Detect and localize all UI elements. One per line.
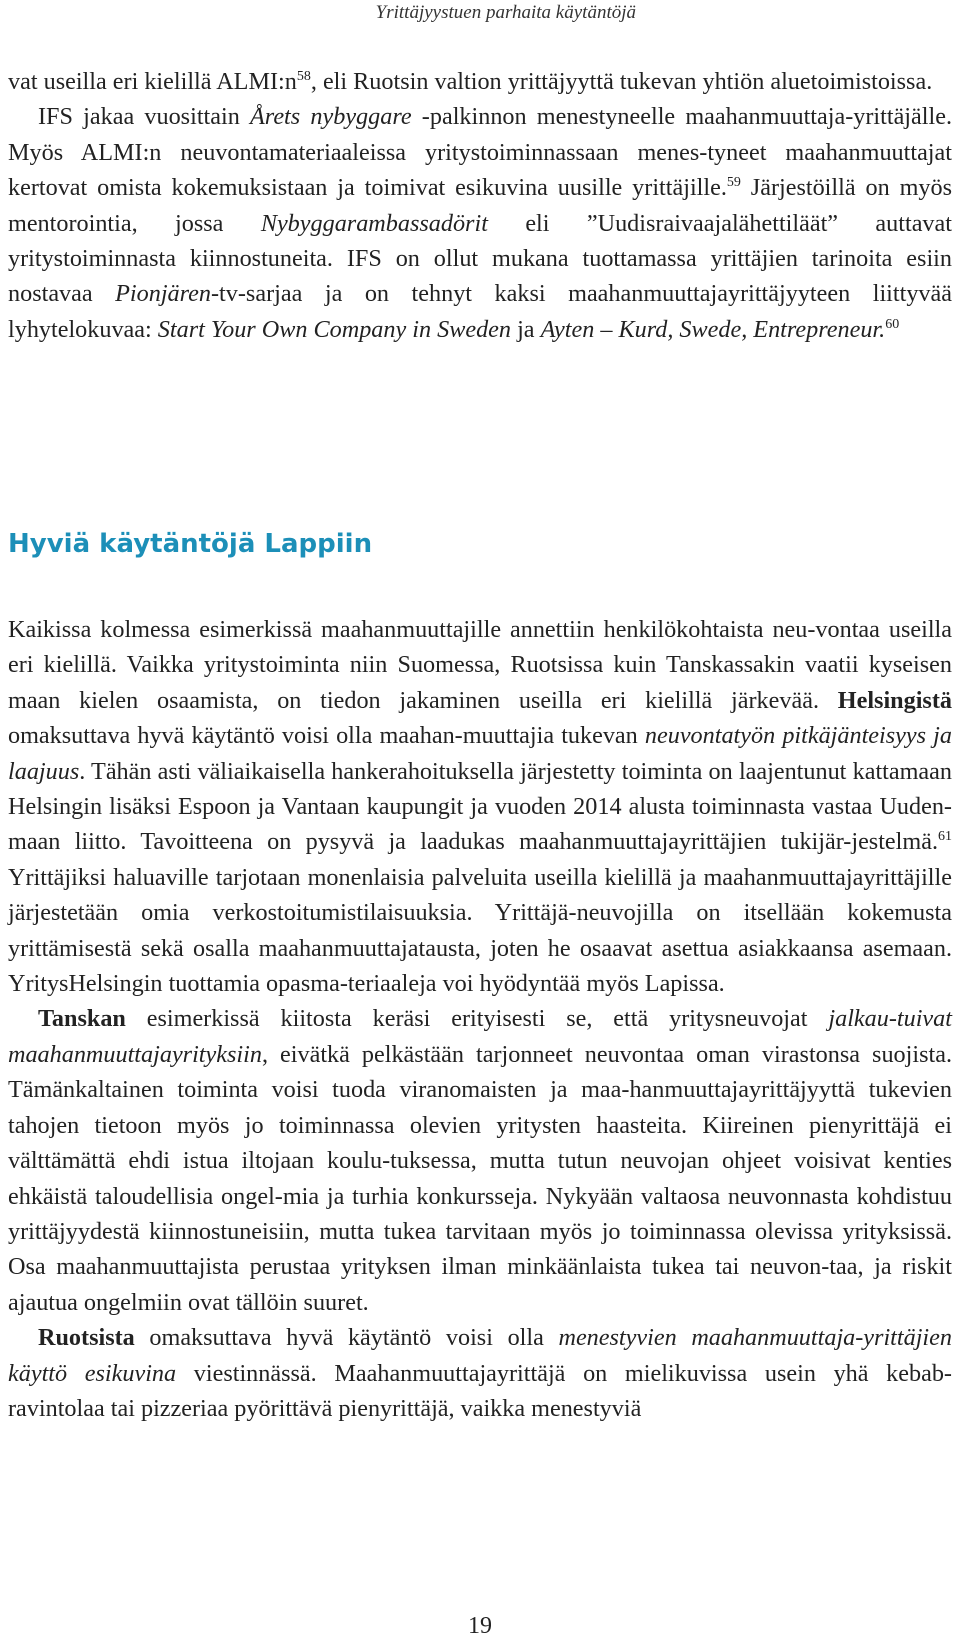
text-span: . Tähän asti väliaikaisella hankerahoituksella järjestetty toiminta on laajentunut kattamaan Helsingin lisäksi Espoon ja Vantaan kaupungit ja vuoden 2014 alusta toiminnasta vastaa Uuden-maan liitto. Tavoitteena on pysyvä ja laadukas maahanmuuttajayrittäjien tukijär-jestelmä. — [8, 757, 952, 856]
text-span: IFS jakaa vuosittain — [38, 103, 251, 131]
text-span: , eivätkä pelkästään tarjonneet neuvontaa oman virastonsa suojista. Tämänkaltainen toiminta voisi tuoda viranomaisten ja maa-hanmuuttajayrittäjyyttä tukevien tahojen tietoon myös jo toiminnassa olevien yritysten haasteita. Kiireinen pienyrittäjä ei välttämättä ehdi istua iltojaan koulu-tuksessa, mutta tutun neuvojan ohjeet voisivat kenties ehkäistä taloudellisia ongel-mia ja turhia konkursseja. Nykyään valtaosa neuvonnasta kohdistuu yrittäjyydestä kiinnostuneisiin, mutta tukea tarvitaan myös jo toiminnassa olevissa yrityksissä. Osa maahanmuuttajista perustaa yrityksen ilman minkäänlaista tukea tai neuvon-taa, ja riskit ajautua ongelmiin ovat tällöin suuret. — [8, 1040, 952, 1316]
italic-phrase: neuvontatyön pitkäjänteisyys ja laajuus — [8, 722, 952, 785]
footnote-ref-58: 58 — [296, 69, 311, 84]
body-paragraph-2 — [8, 1001, 952, 1320]
text-span: ja — [511, 315, 541, 343]
text-span: eli ”Uudisraivaajalähettiläät” auttavat yritystoiminnasta kiinnostuneita. IFS on ollut mukana tuottamassa yrittäjien tarinoita esiin nostavaa — [8, 209, 952, 308]
text-span: Järjestöillä on myös mentorointia, jossa — [8, 174, 952, 237]
text-span: omaksuttava hyvä käytäntö voisi olla maahan-muuttajia tukevan — [8, 722, 645, 750]
bold-term-denmark: Tanskan — [38, 1005, 126, 1033]
section-body — [8, 612, 952, 1426]
bold-term-sweden: Ruotsista — [38, 1324, 135, 1352]
section-heading: Hyviä käytäntöjä Lappiin — [8, 529, 373, 559]
text-span: -tv-sarjaa ja on tehnyt kaksi maahanmuuttajayrittäjyyteen liittyvää lyhytelokuvaa: — [8, 280, 952, 343]
text-span: -palkinnon menestyneelle maahanmuuttaja-yrittäjälle. Myös ALMI:n neuvontamateriaaleissa yritystoiminnassaan menes-tyneet maahanmuuttajat kertovat omista kokemuksistaan ja toimivat esikuvina uusille yrittäjille. — [8, 103, 952, 202]
italic-phrase: menestyvien maahanmuuttaja-yrittäjien käyttö esikuvina — [8, 1324, 952, 1387]
intro-paragraph-1 — [8, 64, 952, 99]
text-span: omaksuttava hyvä käytäntö voisi olla — [134, 1324, 559, 1352]
footnote-ref-61: 61 — [938, 829, 952, 845]
footnote-ref-59: 59 — [726, 175, 741, 191]
body-paragraph-3 — [8, 1320, 952, 1426]
bold-term-helsinki: Helsingistä — [837, 686, 952, 714]
intro-paragraphs — [8, 64, 952, 347]
text-span: esimerkissä kiitosta keräsi erityisesti se, että yritysneuvojat — [125, 1005, 829, 1033]
text-span: Kaikissa kolmessa esimerkissä maahanmuuttajille annettiin henkilökohtaista neu-vontaa useilla eri kielillä. Vaikka yritystoiminta niin Suomessa, Ruotsissa kuin Tanskassakin vaatii kyseisen maan kielen osaamista, on tiedon jakaminen useilla eri kielillä järkevää. — [8, 616, 952, 714]
program-name: Nybyggarambassadörit — [260, 209, 488, 237]
award-name: Årets nybyggare — [250, 103, 412, 131]
body-paragraph-1 — [8, 612, 952, 1001]
tv-series-name: Pionjären — [115, 280, 211, 308]
text-span: viestinnässä. Maahanmuuttajayrittäjä on mielikuvissa usein yhä kebab-ravintolaa tai pizzeriaa pyörittävä pienyrittäjä, vaikka menestyviä — [8, 1359, 952, 1422]
text-span: , eli Ruotsin valtion yrittäjyyttä tukevan yhtiön aluetoimistoissa. — [310, 68, 933, 95]
film-title-1: Start Your Own Company in Sweden — [157, 315, 512, 343]
intro-paragraph-2 — [8, 99, 952, 347]
film-title-2: Ayten – Kurd, Swede, Entrepreneur. — [540, 315, 886, 343]
italic-phrase: jalkau-tuivat maahanmuuttajayrityksiin — [8, 1005, 952, 1068]
text-span: vat useilla eri kielillä ALMI:n — [8, 68, 297, 95]
running-header: Yrittäjyystuen parhaita käytäntöjä — [375, 2, 636, 23]
footnote-ref-60: 60 — [885, 316, 900, 332]
page-number: 19 — [468, 1613, 492, 1639]
text-span: Yrittäjiksi haluaville tarjotaan monenlaisia palveluita useilla kielillä ja maahanmuuttajayrittäjille järjestetään omia verkostoitumistilaisuuksia. Yrittäjä-neuvojilla on itsellään kokemusta yrittämisestä sekä osalla maahanmuuttajatausta, joten he osaavat asettua asiakkaansa asemaan. YritysHelsingin tuottamia opasma-teriaaleja voi hyödyntää myös Lapissa. — [8, 863, 952, 998]
